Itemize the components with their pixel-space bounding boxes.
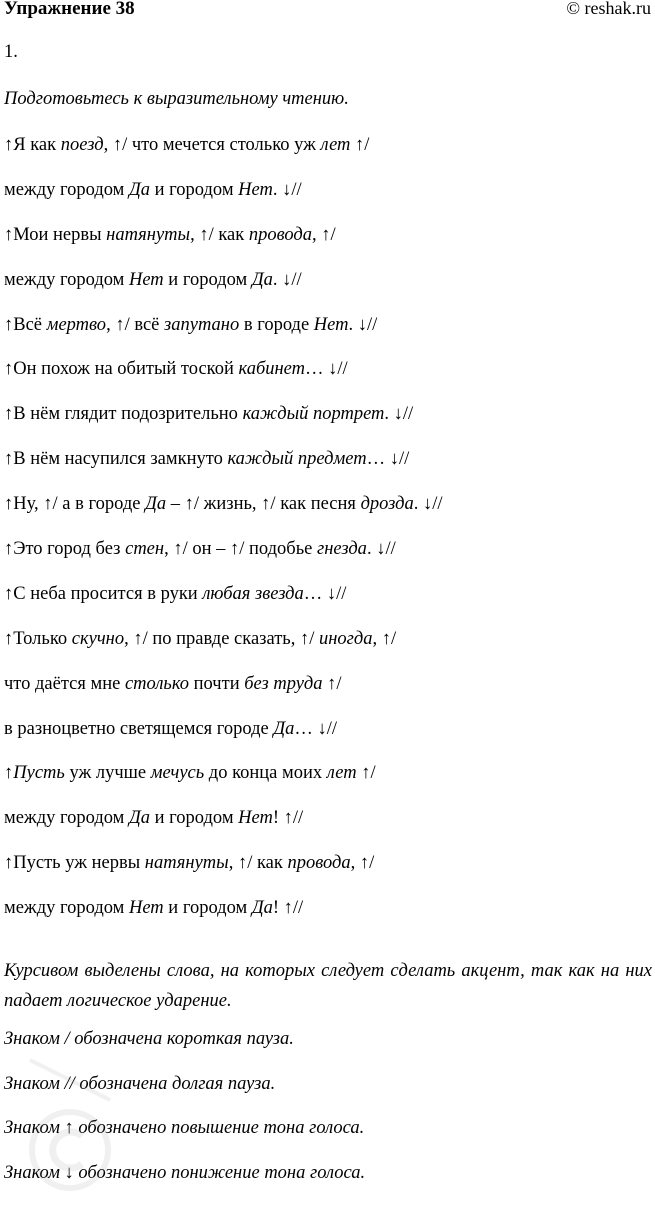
emphasized-word: Да xyxy=(252,898,273,918)
poem-text: . ↓// xyxy=(367,539,396,559)
poem-line xyxy=(4,134,652,179)
emphasized-word: лет xyxy=(321,135,351,155)
poem-text: … ↓// xyxy=(305,359,348,379)
note-long-pause: Знаком // обозначена долгая пауза. xyxy=(4,1073,652,1118)
emphasized-word: Да xyxy=(273,719,294,739)
emphasized-word: Да xyxy=(129,808,150,828)
poem-text: . ↓// xyxy=(273,180,302,200)
note-tone-up: Знаком ↑ обозначено повышение тона голоса. xyxy=(4,1117,652,1162)
emphasized-word: Пусть xyxy=(13,763,65,783)
emphasized-word: Нет xyxy=(129,898,164,918)
poem-text: , ↑/ как xyxy=(190,225,249,245)
poem-text: , ↑/ что мечется столько уж xyxy=(104,135,321,155)
emphasized-word: Нет xyxy=(129,270,164,290)
poem-text: , ↑/ xyxy=(351,853,375,873)
page-header xyxy=(0,0,655,24)
emphasized-word: дрозда xyxy=(361,494,414,514)
poem-text: и городом xyxy=(150,808,238,828)
note-tone-down: Знаком ↓ обозначено понижение тона голоса. xyxy=(4,1162,652,1206)
poem-text: до конца моих xyxy=(204,763,327,783)
poem-line xyxy=(4,538,652,583)
poem-line xyxy=(4,673,652,718)
exercise-title: Упражнение 38 xyxy=(4,0,135,20)
emphasized-word: провода xyxy=(249,225,312,245)
emphasized-word: скучно xyxy=(72,629,124,649)
poem-text: и городом xyxy=(164,898,252,918)
poem-line xyxy=(4,762,652,807)
emphasized-word: стен xyxy=(125,539,164,559)
emphasized-word: иногда xyxy=(319,629,373,649)
emphasized-word: поезд xyxy=(61,135,104,155)
task-intro: Подготовьтесь к выразительному чтению. xyxy=(4,89,349,110)
poem-text: ! ↑// xyxy=(273,808,303,828)
poem-text: … ↓// xyxy=(367,449,410,469)
poem-text: ↑Только xyxy=(4,629,72,649)
emphasized-word: кабинет xyxy=(239,359,306,379)
poem-text: ↑/ xyxy=(350,135,369,155)
poem-line xyxy=(4,628,652,673)
poem-text: ↑/ xyxy=(322,674,341,694)
emphasized-word: Нет xyxy=(238,180,273,200)
poem-text: ↑С неба просится в руки xyxy=(4,584,202,604)
emphasized-word: мертво xyxy=(47,315,106,335)
poem-text: ! ↑// xyxy=(273,898,303,918)
poem-text: ↑Я как xyxy=(4,135,61,155)
poem-line xyxy=(4,718,652,763)
task-number: 1. xyxy=(4,42,18,63)
notes-section xyxy=(4,956,652,1206)
poem-line xyxy=(4,269,652,314)
emphasized-word: Да xyxy=(252,270,273,290)
emphasized-word: каждый предмет xyxy=(227,449,366,469)
poem-line xyxy=(4,448,652,493)
poem-line xyxy=(4,807,652,852)
poem-text: и городом xyxy=(150,180,238,200)
poem-text: , ↑/ xyxy=(312,225,336,245)
poem-text: в разноцветно светящемся городе xyxy=(4,719,273,739)
poem-text: , ↑/ xyxy=(373,629,397,649)
poem-text: ↑Это город без xyxy=(4,539,125,559)
emphasized-word: натянуты xyxy=(106,225,190,245)
poem-text: что даётся мне xyxy=(4,674,125,694)
emphasized-word: Нет xyxy=(238,808,273,828)
poem-line xyxy=(4,403,652,448)
poem-text: между городом xyxy=(4,270,129,290)
poem-text: , ↑/ как xyxy=(229,853,288,873)
poem-text: … ↓// xyxy=(304,584,347,604)
emphasized-word: без труда xyxy=(244,674,322,694)
emphasized-word: Нет xyxy=(314,315,349,335)
copyright-text: © reshak.ru xyxy=(566,0,651,19)
emphasized-word: любая звезда xyxy=(202,584,303,604)
poem-text: , ↑/ по правде сказать, ↑/ xyxy=(124,629,319,649)
poem-text: между городом xyxy=(4,898,129,918)
emphasized-word: лет xyxy=(327,763,357,783)
poem-text: . ↓// xyxy=(384,404,413,424)
emphasized-word: столько xyxy=(125,674,189,694)
poem-text: ↑Мои нервы xyxy=(4,225,106,245)
poem-line xyxy=(4,179,652,224)
poem-text: ↑Пусть уж нервы xyxy=(4,853,145,873)
emphasized-word: натянуты xyxy=(145,853,229,873)
poem-text: между городом xyxy=(4,808,129,828)
poem-line xyxy=(4,583,652,628)
poem-text: ↑Ну, ↑/ а в городе xyxy=(4,494,145,514)
poem-line xyxy=(4,897,652,942)
poem-text: ↑Он похож на обитый тоской xyxy=(4,359,239,379)
poem-text: – ↑/ жизнь, ↑/ как песня xyxy=(166,494,360,514)
poem-text: … ↓// xyxy=(294,719,337,739)
note-emphasis: Курсивом выделены слова, на которых следует сделать акцент, так как на них падает логическое ударение. xyxy=(4,956,652,1016)
poem-text: уж лучше xyxy=(65,763,151,783)
poem-text: , ↑/ всё xyxy=(106,315,164,335)
poem-text: . ↓// xyxy=(348,315,377,335)
poem-line xyxy=(4,493,652,538)
poem-line xyxy=(4,852,652,897)
poem-text: , ↑/ он – ↑/ подобье xyxy=(164,539,317,559)
poem-text: ↑В нём насупился замкнуто xyxy=(4,449,227,469)
poem-line xyxy=(4,224,652,269)
note-short-pause: Знаком / обозначена короткая пауза. xyxy=(4,1028,652,1073)
poem-text: . ↓// xyxy=(273,270,302,290)
emphasized-word: запутано xyxy=(164,315,239,335)
poem-text: ↑ xyxy=(4,763,13,783)
poem-text: ↑В нём глядит подозрительно xyxy=(4,404,243,424)
poem-line xyxy=(4,358,652,403)
poem-text: ↑/ xyxy=(357,763,376,783)
poem-line xyxy=(4,314,652,359)
poem-text: . ↓// xyxy=(414,494,443,514)
emphasized-word: Да xyxy=(145,494,166,514)
poem-text: ↑Всё xyxy=(4,315,47,335)
emphasized-word: Да xyxy=(129,180,150,200)
emphasized-word: каждый портрет xyxy=(243,404,385,424)
emphasized-word: провода xyxy=(288,853,351,873)
emphasized-word: мечусь xyxy=(151,763,204,783)
poem-text: и городом xyxy=(164,270,252,290)
poem-text: почти xyxy=(189,674,244,694)
poem xyxy=(4,134,652,942)
emphasized-word: гнезда xyxy=(317,539,367,559)
poem-text: в городе xyxy=(239,315,314,335)
poem-text: между городом xyxy=(4,180,129,200)
